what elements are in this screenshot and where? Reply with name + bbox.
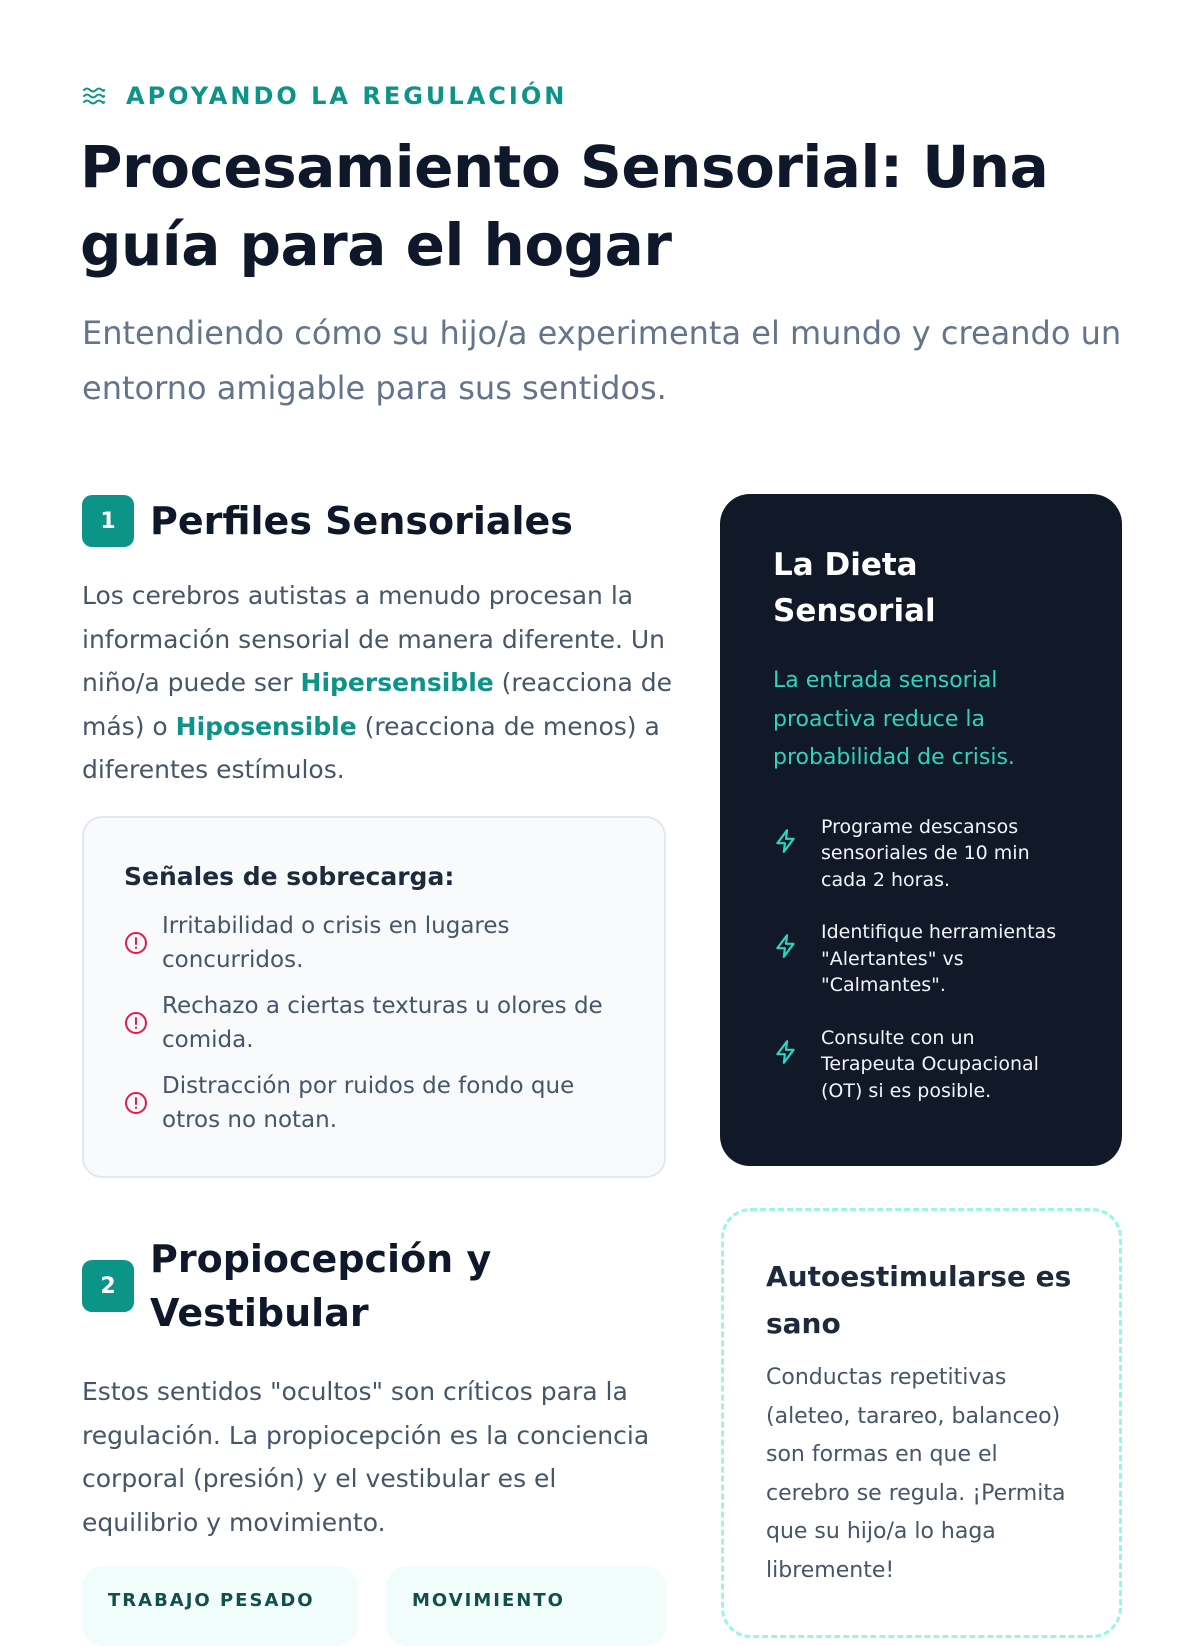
movement-card: MOVIMIENTO [386,1566,666,1646]
list-item [773,1025,1070,1105]
eyebrow-label: APOYANDO LA REGULACIÓN [126,82,568,110]
highlight-hypersensitive: Hipersensible [300,668,494,697]
list-item [773,919,1070,999]
overload-signs-title: Señales de sobrecarga: [124,862,455,891]
section-title: Propiocepción y Vestibular [150,1237,492,1335]
lightning-icon [773,1039,799,1065]
section-1-body [82,574,672,792]
tips-list [773,814,1070,1105]
section-number-badge: 2 [82,1260,134,1312]
sensory-diet-card [720,494,1122,1166]
eyebrow [82,82,567,110]
section-2-body: Estos sentidos "ocultos" son críticos para la regulación. La propiocepción es la conciencia corporal (presión) y el vestibular es el equilibrio y movimiento. [82,1377,650,1537]
list-item [773,814,1070,894]
section-2-heading [82,1232,642,1340]
stimming-title: Autoestimularse es sano [766,1260,1072,1340]
section-number-badge: 1 [82,495,134,547]
body-text: (reacciona de menos) a diferentes estímulos. [82,711,660,784]
body-text: (reacciona de más) o [82,668,672,741]
overload-signs-box [82,816,666,1178]
tip-text: Identifique herramientas "Alertantes" vs "Calmantes". [821,921,1057,996]
highlight-hyposensitive: Hiposensible [175,711,357,741]
alert-circle-icon [124,1011,148,1035]
page-title: Procesamiento Sensorial: Una guía para el hogar [80,133,1049,279]
tip-text: Consulte con un Terapeuta Ocupacional (OT) si es posible. [821,1026,1039,1102]
list-item-text: Distracción por ruidos de fondo que otros no notan. [162,1073,575,1133]
section-1-heading [82,494,573,548]
list-item-text: Irritabilidad o crisis en lugares concurridos. [162,913,510,973]
sensory-diet-title: La Dieta Sensorial [773,547,936,629]
alert-circle-icon [124,931,148,955]
lightning-icon [773,828,799,854]
page-subtitle: Entendiendo cómo su hijo/a experimenta el mundo y creando un entorno amigable para sus sentidos. [82,314,1122,407]
list-item [124,989,624,1057]
section-title: Perfiles Sensoriales [150,499,573,543]
body-text: Los cerebros autistas a menudo procesan la información sensorial de manera diferente. Un niño/a puede ser [82,581,665,697]
tip-text: Programe descansos sensoriales de 10 min cada 2 horas. [821,815,1030,891]
list-item-text: Rechazo a ciertas texturas u olores de comida. [162,993,603,1053]
waves-icon [82,84,106,108]
lightning-icon [773,933,799,959]
list-item [124,909,624,977]
sensory-diet-lead: La entrada sensorial proactiva reduce la probabilidad de crisis. [773,668,1015,770]
alert-circle-icon [124,1091,148,1115]
stimming-card [721,1208,1122,1638]
heavy-work-card: TRABAJO PESADO [82,1566,358,1646]
stimming-text: Conductas repetitivas (aleteo, tarareo, balanceo) son formas en que el cerebro se regula. ¡Permita que su hijo/a lo haga libremente! [766,1365,1066,1583]
list-item [124,1069,624,1137]
